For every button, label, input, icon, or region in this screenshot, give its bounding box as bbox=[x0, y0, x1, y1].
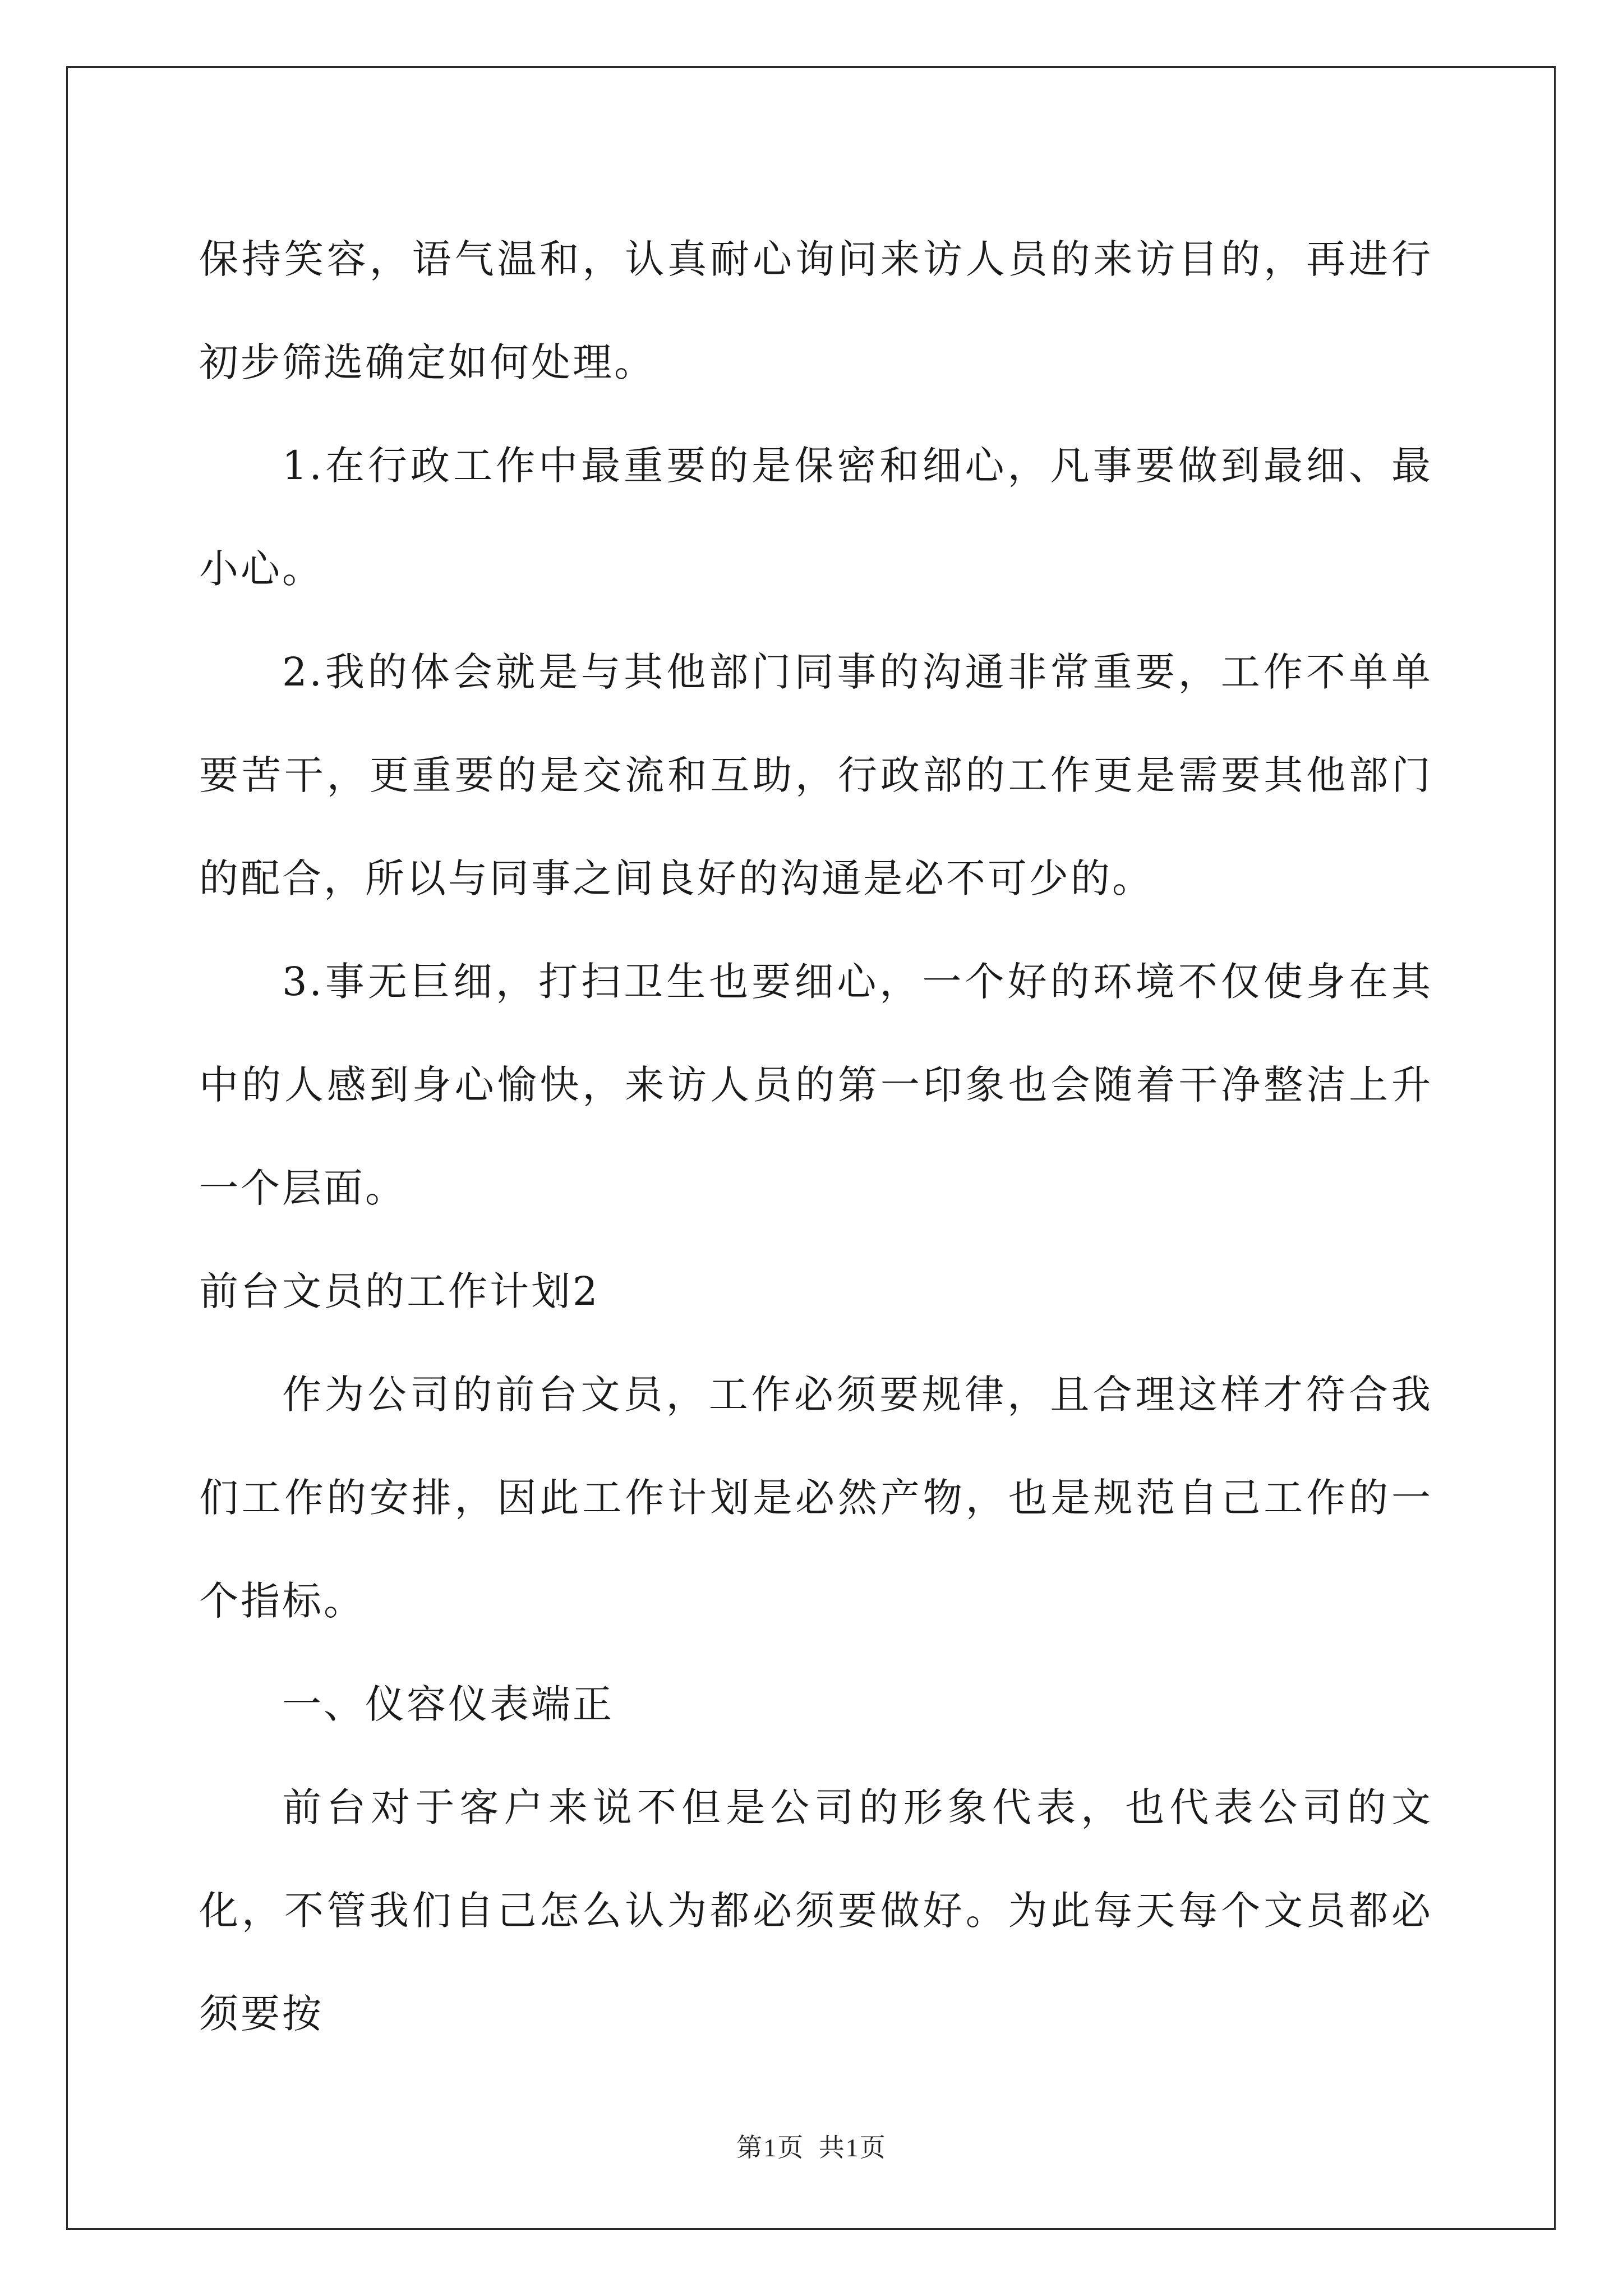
page-total: 共1页 bbox=[818, 2133, 887, 2162]
section-heading: 前台文员的工作计划2 bbox=[199, 1268, 600, 1314]
paragraph-2: 1.在行政工作中最重要的是保密和细心，凡事要做到最细、最小心。 bbox=[199, 443, 1433, 592]
paragraph-5: 作为公司的前台文员，工作必须要规律，且合理这样才符合我们工作的安排，因此工作计划是必然产物，也是规范自己工作的一个指标。 bbox=[199, 1372, 1433, 1624]
paragraph-3: 2.我的体会就是与其他部门同事的沟通非常重要，工作不单单要苦干，更重要的是交流和互助，行政部的工作更是需要其他部门的配合，所以与同事之间良好的沟通是必不可少的。 bbox=[199, 649, 1433, 901]
page-number: 第1页 bbox=[736, 2133, 805, 2162]
paragraph-1: 保持笑容，语气温和，认真耐心询问来访人员的来访目的，再进行初步筛选确定如何处理。 bbox=[199, 236, 1433, 385]
subheading-1: 一、仪容仪表端正 bbox=[282, 1681, 614, 1727]
document-body bbox=[199, 208, 1433, 2065]
paragraph-4: 3.事无巨细，打扫卫生也要细心，一个好的环境不仅使身在其中的人感到身心愉快，来访人员的第一印象也会随着干净整洁上升一个层面。 bbox=[199, 959, 1433, 1211]
paragraph-6: 前台对于客户来说不但是公司的形象代表，也代表公司的文化，不管我们自己怎么认为都必须要做好。为此每天每个文员都必须要按 bbox=[199, 1784, 1433, 2037]
page-footer bbox=[0, 2127, 1623, 2164]
